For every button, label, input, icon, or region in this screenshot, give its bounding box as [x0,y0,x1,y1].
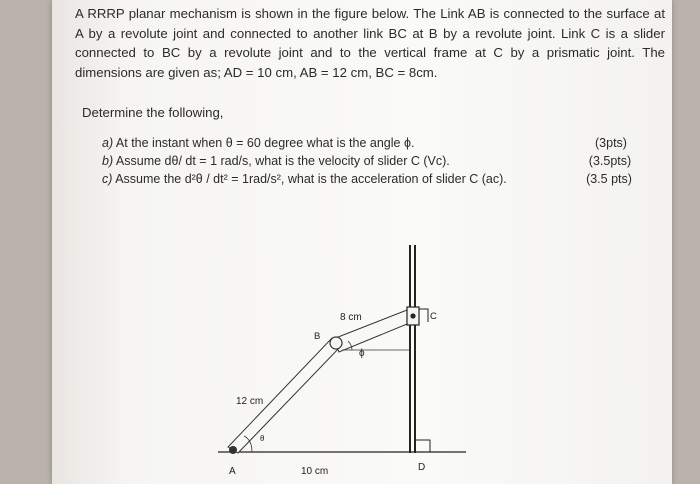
question-a-label: a) [102,136,114,150]
dimension-ad: 10 cm [301,466,329,477]
points-c: (3.5 pts) [586,172,632,186]
right-angle-mark-d [415,440,430,452]
question-b-label: b) [102,154,114,168]
joint-c [410,313,415,318]
label-a: A [229,466,236,477]
determine-heading: Determine the following, [82,105,224,120]
label-b: B [314,331,321,342]
problem-paragraph: A RRRP planar mechanism is shown in the figure below. The Link AB is connected to the surface at A by a revolute joint and connected to another link BC at B by a revolute joint. Link C is a slider connected to BC by a revolute joint and to the vertical frame at C by a prismatic joint. The dimensions are given as; AD = 10 cm, AB = 12 cm, BC = 8cm. [75,6,665,80]
question-c-text: Assume the d²θ / dt² = 1rad/s², what is the acceleration of slider C (ac). [115,172,507,186]
dimension-ab: 12 cm [236,396,264,407]
question-b-text: Assume dθ/ dt = 1 rad/s, what is the velocity of slider C (Vc). [115,154,450,168]
joint-a [229,446,237,454]
dimension-bc: 8 cm [340,312,362,323]
question-c-label: c) [102,172,113,186]
phi-symbol: ϕ [359,348,365,359]
question-a-text: At the instant when θ = 60 degree what is the angle ϕ. [115,136,415,150]
label-d: D [418,462,426,473]
problem-sheet [52,0,672,484]
points-a: (3pts) [595,136,627,150]
joint-b [330,337,342,349]
points-b: (3.5pts) [588,154,632,168]
theta-symbol: θ [260,434,265,443]
label-c: C [430,311,437,322]
mechanism-figure [52,0,672,484]
